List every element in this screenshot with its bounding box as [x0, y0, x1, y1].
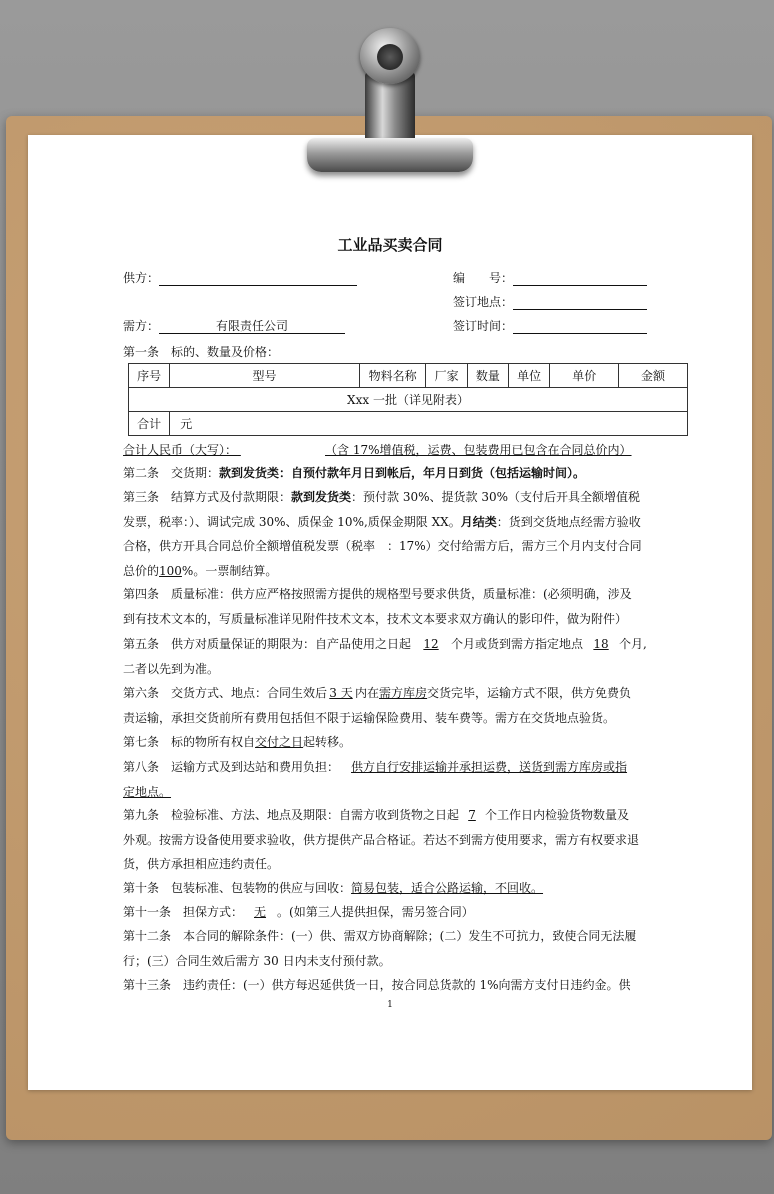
sign-place-label: 签订地点： — [453, 295, 514, 309]
total-value-cell: 元 — [170, 412, 688, 436]
table-row — [129, 412, 688, 436]
table-header: 序号 — [129, 364, 170, 388]
number-label: 编 号： — [453, 271, 514, 285]
number-blank[interactable] — [513, 269, 647, 286]
buyer-field — [123, 317, 345, 334]
page-number: 1 — [387, 1000, 393, 1010]
sign-time-label: 签订时间： — [453, 319, 514, 333]
clip-base — [307, 138, 473, 172]
batch-cell: Xxx 一批（详见附表） — [129, 388, 688, 412]
buyer-label: 需方： — [123, 319, 160, 333]
total-label-cell: 合计 — [129, 412, 170, 436]
clip-hole — [377, 44, 403, 70]
article-2: 第二条 交货期：款到发货类：自预付款年月日到帐后，年月日到货（包括运输时间）。 — [123, 466, 586, 480]
article-7: 第七条 标的物所有权自交付之日起转移。 — [123, 735, 352, 749]
article-10: 第十条 包装标准、包装物的供应与回收：简易包装，适合公路运输，不回收。 — [123, 881, 544, 895]
table-header-row — [129, 364, 688, 388]
article-8: 第八条 运输方式及到达站和费用负担： 供方自行安排运输并承担运费，送货到需方库房或指 定地点。 — [123, 760, 628, 799]
rmb-total-line: 合计人民币（大写）： （含 17%增值税，运费、包装费用已包含在合同总价内） — [123, 443, 632, 457]
article-11: 第十一条 担保方式： 无 。(如第三人提供担保，需另签合同） — [123, 905, 474, 919]
supplier-label: 供方： — [123, 271, 160, 285]
buyer-value[interactable]: 有限责任公司 — [159, 317, 345, 334]
table-header: 物料名称 — [359, 364, 426, 388]
sign-place-blank[interactable] — [513, 293, 647, 310]
items-table — [128, 363, 688, 436]
article-9: 第九条 检验标准、方法、地点及期限：自需方收到货物之日起 7 个工作日内检验货物数量及 外观。按需方设备使用要求验收，供方提供产品合格证。若达不到需方使用要求，需方有权要求退 货，供方承担相应违约责任。 — [123, 808, 640, 871]
article-5: 第五条 供方对质量保证的期限为：自产品使用之日起 12 个月或货到需方指定地点 18 个月, 二者以先到为准。 — [123, 637, 647, 676]
document-title: 工业品买卖合同 — [337, 236, 443, 254]
article-6: 第六条 交货方式、地点：合同生效后 3 天 内在需方库房交货完毕，运输方式不限，供方免费负 责运输，承担交货前所有费用包括但不限于运输保险费用、装车费等。需方在交货地点验货。 — [123, 686, 632, 725]
binder-clip — [305, 28, 475, 178]
article-4: 第四条 质量标准：供方应严格按照需方提供的规格型号要求供货，质量标准：(必须明确，涉及 到有技术文本的，写质量标准详见附件技术文本，技术文本要求双方确认的影印件，做为附件） — [123, 587, 632, 626]
contract-page — [28, 135, 752, 1090]
supplier-blank[interactable] — [159, 269, 357, 286]
table-header: 单价 — [550, 364, 619, 388]
article-1-heading: 第一条 标的、数量及价格： — [123, 345, 280, 359]
article-12: 第十二条 本合同的解除条件：(一）供、需双方协商解除；(二）发生不可抗力，致使合同无法履 行；(三）合同生效后需方 30 日内未支付预付款。 — [123, 929, 637, 968]
table-header: 型号 — [170, 364, 360, 388]
number-field — [453, 269, 647, 286]
article-3: 第三条 结算方式及付款期限：款到发货类：预付款 30%、提货款 30%（支付后开具全额增值税 发票，税率：）、调试完成 30%、质保金 10%,质保金期限 XX。月结类：货到交货地点经需方验收 合格，供方开具合同总价全额增值税发票（税率 ：17%）交付给需方后，需方三个月内支付合同 总价的100%。一票制结算。 — [123, 490, 642, 578]
table-row — [129, 388, 688, 412]
sign-time-blank[interactable] — [513, 317, 647, 334]
supplier-field — [123, 269, 357, 286]
sign-place-field — [453, 293, 647, 310]
table-header: 单位 — [509, 364, 550, 388]
table-header: 金额 — [619, 364, 688, 388]
article-13: 第十三条 违约责任：(一）供方每迟延供货一日，按合同总货款的 1%向需方支付日违约金。供 — [123, 978, 631, 992]
table-header: 数量 — [467, 364, 508, 388]
sign-time-field — [453, 317, 647, 334]
table-header: 厂家 — [426, 364, 467, 388]
